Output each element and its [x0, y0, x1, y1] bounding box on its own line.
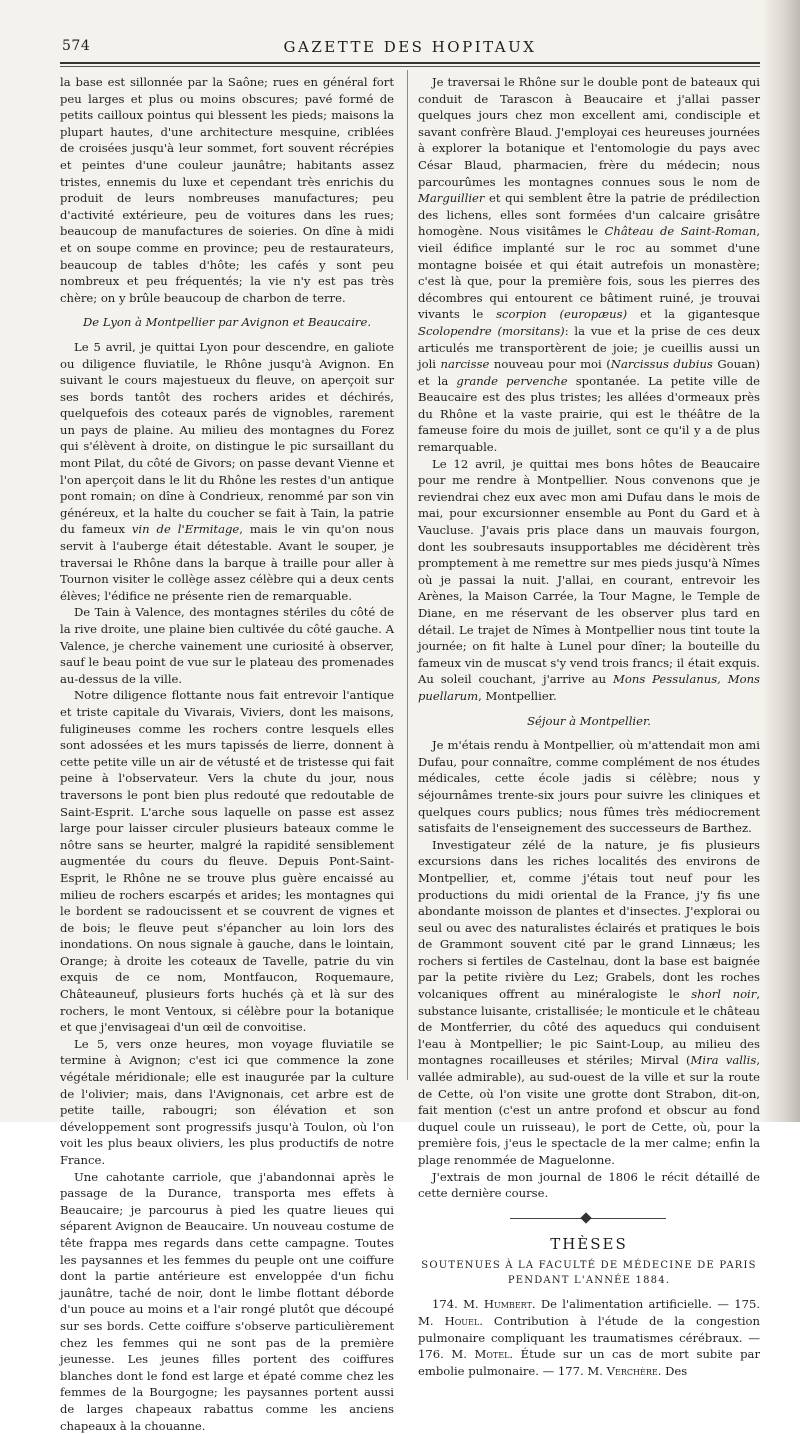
theses-subtitle — [418, 1258, 760, 1288]
paragraph — [418, 456, 760, 705]
theses-title: THÈSES — [550, 1234, 628, 1253]
left-column — [60, 74, 394, 1434]
text-run: , vallée admirable), au sud-ouest de la ville et sur la route de Cette, où l'on visite une grotte dont Strabon, dit-on, fait mention (c'est un antre profond et obscur au fond duquel coule un ruisseau), le port de Cette, où, pour la première fois, j'eus le spectacle de la mer calme; enfin la plage renommée de Maguelonne. — [418, 1053, 760, 1167]
text-run: . Contribution à l'étude de la congestion pulmonaire compliquant les traumatismes cérébraux. — 176. M. — [418, 1313, 760, 1362]
text-run: Le 5 avril, je quittai Lyon pour descendre, en galiote ou diligence fluviatile, le Rhône jusqu'à Avignon. En suivant le cours majestueux du fleuve, on aperçoit sur ses bords tantôt des rochers arides et déchirés, quelquefois des coteaux parés de vignobles, rarement un pays de plaine. Au milieu des montagnes du Forez qui s'élèvent à droite, on distingue le pic sursaillant du mont Pilat, du côté de Givors; on passe devant Vienne et l'on aperçoit dans le lit du Rhône les restes d'un antique pont romain; on dîne à Condrieux, renommé par son vin généreux, et la halte du coucher se fait à Tain, la patrie du fameux — [60, 339, 394, 537]
page-binding-shadow — [762, 0, 800, 1122]
author-name: Humbert — [483, 1297, 532, 1312]
text-run: Investigateur zélé de la nature, je fis plusieurs excursions dans les riches localités des environs de Montpellier, et, comme j'étais tout neuf pour les productions du midi oriental de la France, j'y fis une abondante moisson de plantes et d'insectes. J'explorai ou seul ou avec des naturalistes éclairés et pratiques le bois de Grammont souvent cité par le grand Linnæus; les rochers si fertiles de Castelnau, dont la base est baignée par la petite rivière du Lez; Grabels, dont les roches volcaniques offrent au minéralogiste le — [418, 837, 760, 1002]
text-run: . De l'alimentation artificielle. — 175. M. — [418, 1297, 761, 1328]
text-run: . Des — [657, 1363, 688, 1378]
ornament-diamond — [580, 1212, 591, 1223]
text-run: et la gigantesque — [627, 307, 760, 322]
text-run: : la vue et la prise de ces deux articulés me transportèrent de joie; je cueillis aussi un joli — [418, 323, 760, 372]
text-run: 174. M. — [432, 1297, 484, 1312]
section-title: Séjour à Montpellier. — [527, 713, 651, 728]
text-run: Gouan) et la — [418, 357, 761, 388]
italic-run: narcisse — [440, 357, 490, 372]
text-run: spontanée. La petite ville de Beaucaire est des plus tristes; les allées d'ormeaux près du Rhône et la vaste prairie, qui est le théâtre de la fameuse foire du mois de juillet, sont ce qu'il y a de plus remarquable. — [418, 373, 761, 455]
text-run: . Étude sur un cas de mort subite par embolie pulmonaire. — 177. M. — [418, 1347, 761, 1378]
theses-subtitle-line: PENDANT L'ANNÉE 1884. — [507, 1275, 671, 1287]
header-rule-thin — [60, 66, 760, 67]
paragraph: Je m'étais rendu à Montpellier, où m'attendait mon ami Dufau, pour connaître, comme complément de nos études médicales, cette école jadis si célèbre; nous y séjournâmes trente-six jours pour suivre les cliniques et quelques cours publics; nous fûmes très médiocrement satisfaits de l'enseignement des successeurs de Barthez. — [418, 738, 760, 836]
italic-run: Château de Saint-Roman — [604, 224, 757, 239]
paragraph — [418, 74, 760, 456]
italic-run: Scolopendre (morsitans) — [418, 323, 565, 338]
italic-run: scorpion (europæus) — [496, 307, 628, 322]
column-divider — [407, 70, 408, 1080]
italic-run: vin de l'Ermitage — [131, 522, 240, 537]
text-run: , mais le vin qu'on nous servit à l'auberge était détestable. Avant le souper, je traversai le Rhône dans la barque à traille pour aller à Tournon visiter le collège assez célèbre qui a deux cents élèves; l'édifice ne présente rien de remarquable. — [60, 522, 394, 603]
page-number: 574 — [62, 38, 91, 54]
text-run: et qui semblent être la patrie de prédilection des lichens, elles sont formées d'un calcaire grisâtre homogène. Nous visitâmes le — [418, 191, 760, 239]
text-run: Je traversai le Rhône sur le double pont de bateaux qui conduit de Tarascon à Beaucaire et j'allai passer quelques jours chez mon excellent ami, condisciple et savant confrère Blaud. J'employai ces heureuses journées à explorer la botanique et l'entomologie du pays avec César Blaud, pharmacien, frère du médecin; nous parcourûmes les montagnes connues sous le nom de — [418, 75, 760, 189]
author-name: Verchère — [606, 1363, 658, 1378]
paragraph: Une cahotante carriole, que j'abandonnai après le passage de la Durance, transporta mes effets à Beaucaire; je parcourus à pied les quatre lieues qui séparent Avignon de Beaucaire. Un nouveau costume de tête frappa mes regards dans cette campagne. Toutes les paysannes et les femmes du peuple ont une coiffure dont la partie antérieure est enveloppée d'un fichu jaunâtre, taché de noir, dont le limbe flottant déborde d'un pouce au moins et a l'air rongé plutôt que découpé sur ses bords. Cette coiffure s'observe particulièrement chez les femmes qui ne sont pas de la première jeunesse. Les jeunes filles portent des coiffures blanches dont le fond est large et épaté comme chez les femmes de la Bourgogne; les paysannes portent aussi de larges chapeaux rabattus comme les anciens chapeaux à la chouanne. — [60, 1169, 394, 1433]
right-column — [418, 74, 760, 1379]
author-name: Houel — [444, 1313, 480, 1328]
italic-run: Mira vallis — [690, 1053, 757, 1068]
section-title: De Lyon à Montpellier par Avignon et Beaucaire. — [83, 315, 371, 330]
italic-run: Narcissus dubius — [610, 357, 713, 372]
text-run: , substance luisante, cristallisée; le monticule et le château de Montferrier, du côté des aqueducs qui conduisent l'eau à Montpellier; le pic Saint-Loup, au milieu des montagnes rocailleuses et stériles; Mirval ( — [418, 987, 760, 1068]
page-header — [60, 34, 760, 60]
text-run: , Montpellier. — [478, 688, 557, 703]
text-run: , vieil édifice implanté sur le roc au sommet d'une montagne boisée et qui était autrefois un monastère; c'est là que, pour la première fois, sous les pierres des décombres qui entourent ce bâtiment ruiné, je trouvai vivants le — [418, 224, 760, 322]
text-run: Le 12 avril, je quittai mes bons hôtes de Beaucaire pour me rendre à Montpellier. Nous convenons que je reviendrai chez eux avec mon ami Dufau dans le mois de mai, pour excursionner ensemble au Pont du Gard et à Vaucluse. J'avais pris place dans un mauvais fourgon, dont les soubresauts insupportables me décidèrent très promptement à me remettre sur mes pieds jusqu'à Nîmes où je passai la nuit. J'allai, en courant, entrevoir les Arènes, la Maison Carrée, la Tour Magne, le Temple de Diane, en me réservant de les observer plus tard en détail. Le trajet de Nîmes à Montpellier nous tint toute la journée; on fit halte à Lunel pour dîner; la bouteille du fameux vin de muscat s'y vend trois francs; il était exquis. Au soleil couchant, j'arrive au — [418, 456, 760, 687]
ornament-divider — [418, 1212, 760, 1226]
paragraph — [60, 339, 394, 605]
running-title: GAZETTE DES HOPITAUX — [283, 38, 537, 56]
italic-run: shorl noir — [691, 987, 757, 1002]
paragraph: De Tain à Valence, des montagnes stériles du côté de la rive droite, une plaine bien cultivée du côté gauche. A Valence, je cherche vainement une curiosité à observer, sauf le beau point de vue sur le plateau des promenades au-dessus de la ville. — [60, 605, 394, 686]
italic-run: Marguillier — [418, 191, 485, 206]
italic-run: grande pervenche — [456, 373, 568, 388]
paragraph: Notre diligence flottante nous fait entrevoir l'antique et triste capitale du Vivarais, Viviers, dont les maisons, fuligineuses comme les rochers contre lesquels elles sont adossées et les murs tapissés de lierre, donnent à cette petite ville un air de vétusté et de tristesse qui fait peine à l'observateur. Vers la chute du jour, nous traversons le pont bien plus redouté que redoutable de Saint-Esprit. L'arche sous laquelle on passe est assez large pour laisser circuler plusieurs bateaux comme le nôtre sans se heurter, malgré la rapidité sensiblement augmentée du cours du fleuve. Depuis Pont-Saint-Esprit, le Rhône ne se trouve plus guère encaissé au milieu de rochers escarpés et arides; les montagnes qui le bordent se radoucissent et se couvrent de vignes et de bois; le fleuve peut s'épancher au loin lors des inondations. On nous signale à gauche, dans le lointain, Orange; à droite les coteaux de Tavelle, patrie du vin exquis de ce nom, Montfaucon, Roquemaure, Châteauneuf, plusieurs forts huchés çà et là sur des rochers, le mont Ventoux, si célèbre pour la botanique et que j'envisageai d'un œil de convoitise. — [60, 688, 394, 1035]
author-name: Motel — [474, 1347, 510, 1362]
text-run: nouveau pour moi ( — [489, 357, 611, 372]
header-rule — [60, 62, 760, 64]
paragraph: la base est sillonnée par la Saône; rues en général fort peu larges et plus ou moins obscures; pavé formé de petits cailloux pointus qui blessent les pieds; maisons la plupart hautes, d'une architecture mesquine, criblées de croisées jusqu'à leur sommet, fort souvent récrépies et peintes d'une couleur jaunâtre; habitants assez tristes, ennemis du luxe et cependant très enrichis du produit de leurs nombreuses manufactures; peu d'activité extérieure, peu de voitures dans les rues; beaucoup de manufactures de soieries. On dîne à midi et on soupe comme en province; peu de restaurateurs, beaucoup de tables d'hôte; les cafés y sont peu nombreux et peu fréquentés; la vie n'y est pas très chère; on y brûle beaucoup de charbon de terre. — [60, 75, 394, 305]
paragraph — [418, 837, 760, 1169]
italic-run: Mons Pessulanus, Mons puellarum — [418, 672, 760, 703]
theses-subtitle-line: SOUTENUES À LA FACULTÉ DE MÉDECINE DE PARIS — [421, 1260, 757, 1272]
paragraph: Le 5, vers onze heures, mon voyage fluviatile se termine à Avignon; c'est ici que commence la zone végétale méridionale; elle est inaugurée par la culture de l'olivier; mais, dans l'Avignonais, cet arbre est de petite taille, rabougri; son élévation et son développement sont progressifs jusqu'à Toulon, où l'on voit les plus beaux oliviers, les plus productifs de notre France. — [60, 1036, 394, 1167]
theses-list — [418, 1296, 760, 1379]
paragraph: J'extrais de mon journal de 1806 le récit détaillé de cette dernière course. — [418, 1169, 760, 1201]
